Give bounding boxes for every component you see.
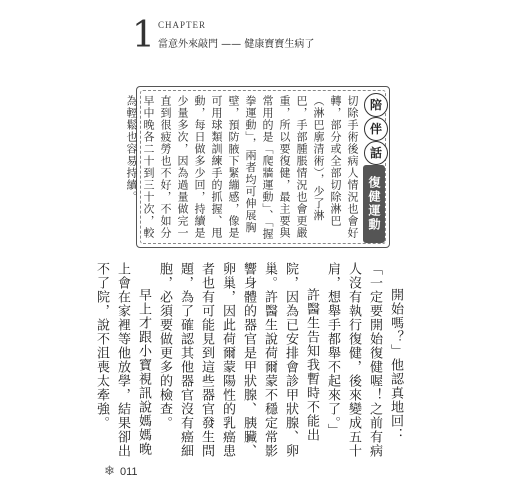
- note-tag: 復健運動: [363, 165, 385, 243]
- note-badge-1: 陪: [364, 93, 388, 117]
- note-text: 切除手術後病人情況也會好轉，部分或全部切除淋巴（淋巴廓清術），少了淋巴，手部腫脹情況也會更嚴重，所以要復健，最主要與常用的是「爬牆運動」、「握拳運動」，兩者均可伸展胸壁，預防腋下緊繃感，像是可用球類訓練手的抓握、甩動，每日做多少回，持續是少量多次，因為過量做完一直到很疲勞也不好，不如分早中晚各二十到三十次，較為輕鬆也容易持續。: [125, 95, 359, 240]
- chapter-title: 當意外來敲門 —— 健康寶寶生病了: [158, 39, 315, 50]
- paragraph: 許醫生告知我暫時不能出院，因為已安排會診甲狀腺、卵巢。許醫生說荷爾蒙不穩定常影響身體的器官是甲狀腺、胰臟、卵巢，因此荷爾蒙陽性的乳癌患者也有可能見到這些器官發生問題，為了確認其他器官沒有癌細胞，必須要做更多的檢查。: [157, 262, 319, 458]
- page-number: 011: [120, 466, 138, 478]
- paragraph: 早上才跟小寶視訊說媽媽晚上會在家裡等他放學，結果卻出不了院，說不沮喪太牽強。: [94, 262, 151, 458]
- body-text: [94, 262, 406, 458]
- note-badge-2: 伴: [364, 117, 388, 141]
- note-title: [363, 93, 387, 243]
- paragraph: 開始嗎？」他認真地回：「一定要開始復健喔！之前有病人沒有執行復健，後來變成五十肩，想舉手都舉不起來了。」: [325, 262, 403, 458]
- sidebar-note-box: [125, 86, 390, 248]
- chapter-label: CHAPTER: [158, 20, 207, 30]
- snowflake-icon: ❄: [104, 464, 115, 479]
- note-badge-3: 話: [364, 141, 388, 165]
- chapter-number: 1: [132, 15, 155, 56]
- chapter-header: [132, 15, 392, 58]
